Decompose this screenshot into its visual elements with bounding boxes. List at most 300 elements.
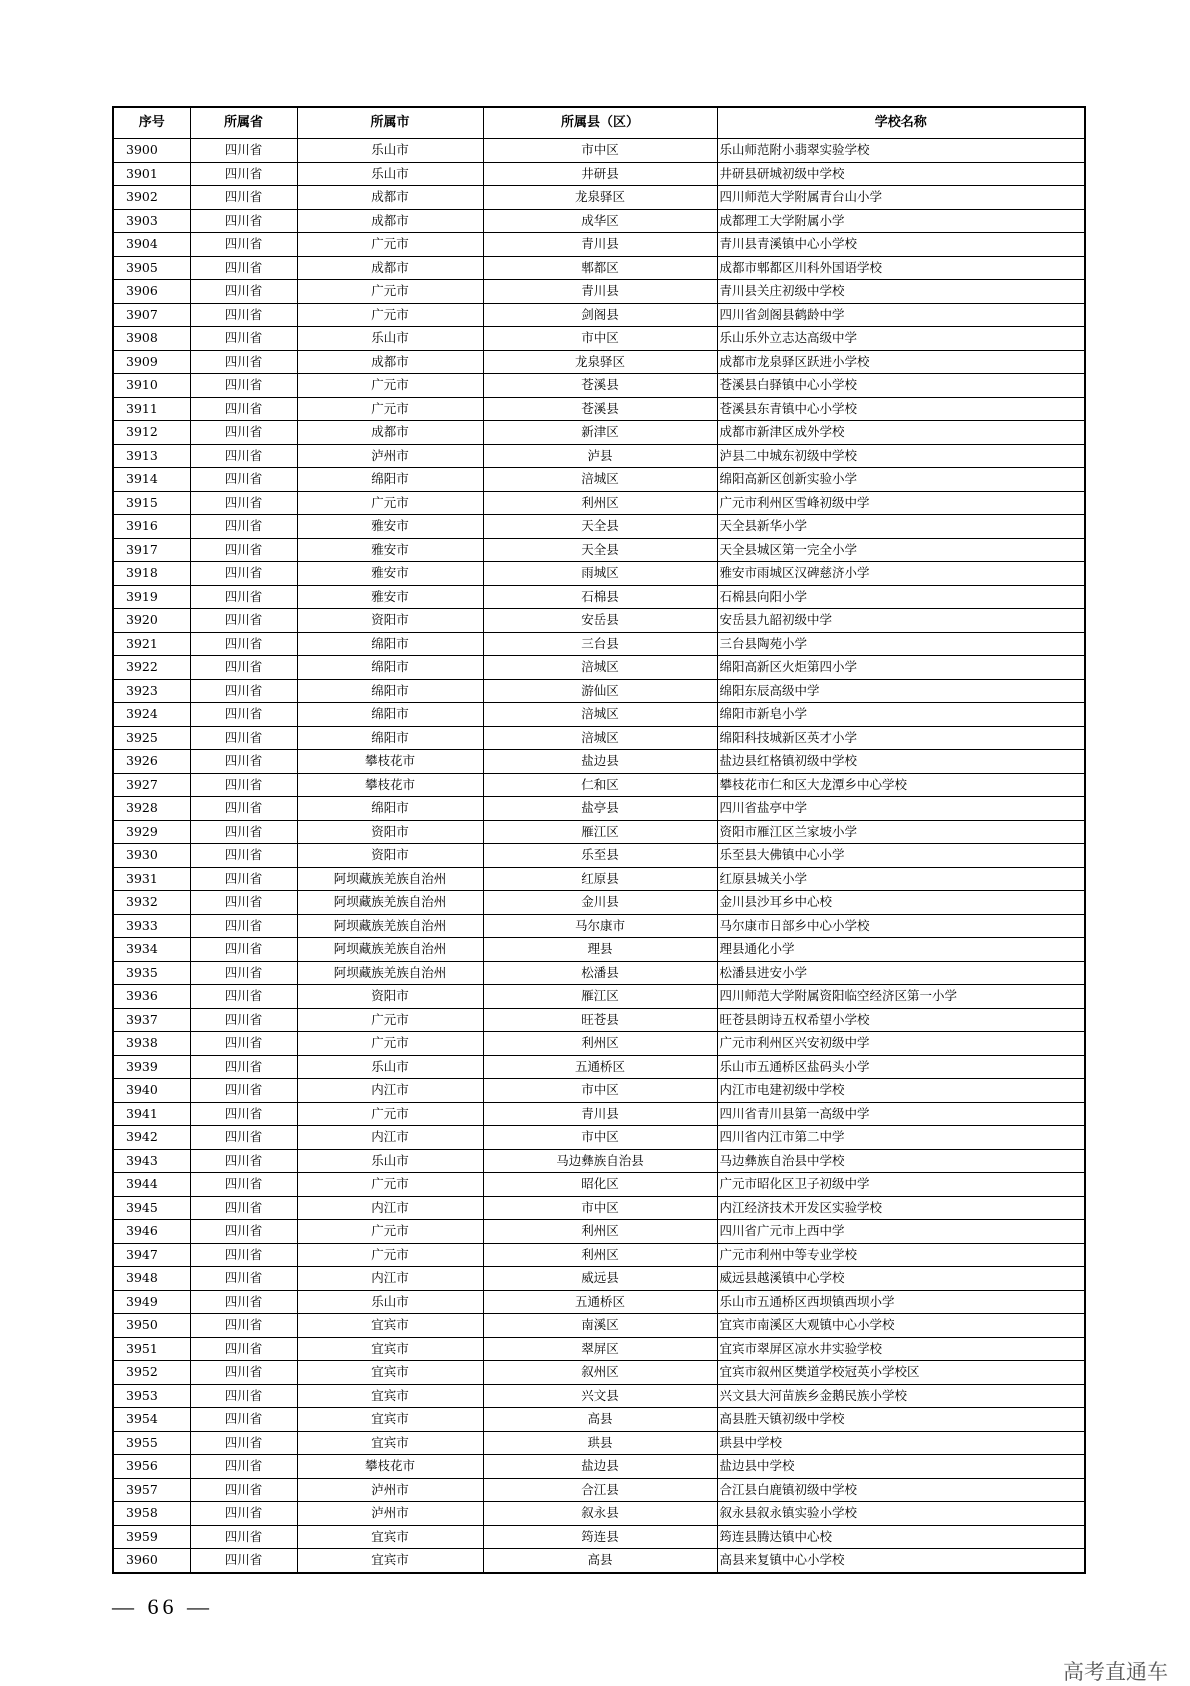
cell-city: 广元市 bbox=[297, 233, 483, 257]
cell-school-name: 绵阳东辰高级中学 bbox=[717, 679, 1085, 703]
cell-city: 攀枝花市 bbox=[297, 1455, 483, 1479]
cell-serial-number: 3908 bbox=[113, 327, 190, 351]
cell-county: 合江县 bbox=[483, 1478, 717, 1502]
cell-county: 高县 bbox=[483, 1408, 717, 1432]
table-row bbox=[113, 186, 1085, 210]
cell-serial-number: 3905 bbox=[113, 256, 190, 280]
cell-county: 乐至县 bbox=[483, 844, 717, 868]
cell-serial-number: 3947 bbox=[113, 1243, 190, 1267]
cell-school-name: 金川县沙耳乡中心校 bbox=[717, 891, 1085, 915]
cell-province: 四川省 bbox=[190, 1502, 297, 1526]
cell-school-name: 乐山师范附小翡翠实验学校 bbox=[717, 139, 1085, 163]
cell-school-name: 成都市新津区成外学校 bbox=[717, 421, 1085, 445]
cell-county: 昭化区 bbox=[483, 1173, 717, 1197]
cell-province: 四川省 bbox=[190, 609, 297, 633]
cell-city: 宜宾市 bbox=[297, 1314, 483, 1338]
cell-serial-number: 3921 bbox=[113, 632, 190, 656]
cell-province: 四川省 bbox=[190, 1079, 297, 1103]
table-row bbox=[113, 538, 1085, 562]
cell-city: 宜宾市 bbox=[297, 1549, 483, 1573]
cell-county: 筠连县 bbox=[483, 1525, 717, 1549]
cell-province: 四川省 bbox=[190, 444, 297, 468]
table-row bbox=[113, 374, 1085, 398]
cell-county: 苍溪县 bbox=[483, 397, 717, 421]
cell-serial-number: 3909 bbox=[113, 350, 190, 374]
cell-county: 天全县 bbox=[483, 515, 717, 539]
cell-city: 乐山市 bbox=[297, 327, 483, 351]
cell-province: 四川省 bbox=[190, 679, 297, 703]
cell-school-name: 盐边县中学校 bbox=[717, 1455, 1085, 1479]
table-row bbox=[113, 1314, 1085, 1338]
cell-serial-number: 3949 bbox=[113, 1290, 190, 1314]
cell-serial-number: 3922 bbox=[113, 656, 190, 680]
cell-serial-number: 3901 bbox=[113, 162, 190, 186]
cell-county: 苍溪县 bbox=[483, 374, 717, 398]
cell-province: 四川省 bbox=[190, 1220, 297, 1244]
cell-serial-number: 3936 bbox=[113, 985, 190, 1009]
header-province: 所属省 bbox=[190, 107, 297, 139]
cell-serial-number: 3913 bbox=[113, 444, 190, 468]
cell-city: 广元市 bbox=[297, 303, 483, 327]
cell-city: 宜宾市 bbox=[297, 1408, 483, 1432]
cell-school-name: 兴文县大河苗族乡金鹅民族小学校 bbox=[717, 1384, 1085, 1408]
cell-county: 剑阁县 bbox=[483, 303, 717, 327]
cell-city: 广元市 bbox=[297, 280, 483, 304]
cell-province: 四川省 bbox=[190, 1055, 297, 1079]
table-row bbox=[113, 985, 1085, 1009]
cell-city: 乐山市 bbox=[297, 1055, 483, 1079]
cell-county: 石棉县 bbox=[483, 585, 717, 609]
cell-school-name: 绵阳高新区火炬第四小学 bbox=[717, 656, 1085, 680]
cell-school-name: 理县通化小学 bbox=[717, 938, 1085, 962]
cell-province: 四川省 bbox=[190, 1478, 297, 1502]
cell-city: 绵阳市 bbox=[297, 797, 483, 821]
cell-province: 四川省 bbox=[190, 1525, 297, 1549]
cell-city: 成都市 bbox=[297, 350, 483, 374]
cell-county: 市中区 bbox=[483, 1196, 717, 1220]
cell-province: 四川省 bbox=[190, 726, 297, 750]
cell-city: 绵阳市 bbox=[297, 726, 483, 750]
cell-province: 四川省 bbox=[190, 1431, 297, 1455]
cell-county: 利州区 bbox=[483, 1220, 717, 1244]
table-row bbox=[113, 515, 1085, 539]
cell-province: 四川省 bbox=[190, 985, 297, 1009]
cell-school-name: 四川师范大学附属青台山小学 bbox=[717, 186, 1085, 210]
cell-county: 珙县 bbox=[483, 1431, 717, 1455]
cell-serial-number: 3937 bbox=[113, 1008, 190, 1032]
cell-serial-number: 3939 bbox=[113, 1055, 190, 1079]
cell-school-name: 绵阳市新皂小学 bbox=[717, 703, 1085, 727]
cell-county: 南溪区 bbox=[483, 1314, 717, 1338]
cell-school-name: 石棉县向阳小学 bbox=[717, 585, 1085, 609]
cell-province: 四川省 bbox=[190, 656, 297, 680]
cell-serial-number: 3903 bbox=[113, 209, 190, 233]
cell-province: 四川省 bbox=[190, 421, 297, 445]
cell-province: 四川省 bbox=[190, 538, 297, 562]
header-serial-number: 序号 bbox=[113, 107, 190, 139]
table-row bbox=[113, 327, 1085, 351]
header-school-name: 学校名称 bbox=[717, 107, 1085, 139]
cell-province: 四川省 bbox=[190, 209, 297, 233]
cell-serial-number: 3952 bbox=[113, 1361, 190, 1385]
cell-province: 四川省 bbox=[190, 280, 297, 304]
cell-school-name: 珙县中学校 bbox=[717, 1431, 1085, 1455]
table-row bbox=[113, 1149, 1085, 1173]
cell-serial-number: 3929 bbox=[113, 820, 190, 844]
table-row bbox=[113, 632, 1085, 656]
cell-county: 威远县 bbox=[483, 1267, 717, 1291]
cell-city: 资阳市 bbox=[297, 820, 483, 844]
cell-city: 绵阳市 bbox=[297, 679, 483, 703]
table-row bbox=[113, 938, 1085, 962]
cell-county: 三台县 bbox=[483, 632, 717, 656]
table-row bbox=[113, 280, 1085, 304]
table-row bbox=[113, 609, 1085, 633]
cell-county: 翠屏区 bbox=[483, 1337, 717, 1361]
cell-county: 利州区 bbox=[483, 491, 717, 515]
table-row bbox=[113, 397, 1085, 421]
cell-school-name: 筠连县腾达镇中心校 bbox=[717, 1525, 1085, 1549]
cell-city: 泸州市 bbox=[297, 1502, 483, 1526]
cell-province: 四川省 bbox=[190, 867, 297, 891]
table-row bbox=[113, 491, 1085, 515]
table-row bbox=[113, 1384, 1085, 1408]
cell-serial-number: 3906 bbox=[113, 280, 190, 304]
table-row bbox=[113, 773, 1085, 797]
cell-school-name: 乐山市五通桥区西坝镇西坝小学 bbox=[717, 1290, 1085, 1314]
cell-city: 广元市 bbox=[297, 1220, 483, 1244]
table-row bbox=[113, 1408, 1085, 1432]
cell-province: 四川省 bbox=[190, 1196, 297, 1220]
cell-county: 天全县 bbox=[483, 538, 717, 562]
cell-city: 泸州市 bbox=[297, 444, 483, 468]
table-row bbox=[113, 1267, 1085, 1291]
cell-city: 成都市 bbox=[297, 186, 483, 210]
cell-school-name: 广元市利州中等专业学校 bbox=[717, 1243, 1085, 1267]
cell-city: 成都市 bbox=[297, 256, 483, 280]
cell-city: 内江市 bbox=[297, 1079, 483, 1103]
cell-city: 乐山市 bbox=[297, 1149, 483, 1173]
cell-city: 雅安市 bbox=[297, 515, 483, 539]
table-row bbox=[113, 1361, 1085, 1385]
cell-province: 四川省 bbox=[190, 1361, 297, 1385]
cell-province: 四川省 bbox=[190, 1267, 297, 1291]
cell-city: 广元市 bbox=[297, 1008, 483, 1032]
cell-school-name: 苍溪县东青镇中心小学校 bbox=[717, 397, 1085, 421]
cell-province: 四川省 bbox=[190, 397, 297, 421]
cell-school-name: 苍溪县白驿镇中心小学校 bbox=[717, 374, 1085, 398]
table-row bbox=[113, 1455, 1085, 1479]
cell-school-name: 广元市利州区雪峰初级中学 bbox=[717, 491, 1085, 515]
cell-serial-number: 3948 bbox=[113, 1267, 190, 1291]
cell-province: 四川省 bbox=[190, 1243, 297, 1267]
table-row bbox=[113, 1478, 1085, 1502]
cell-serial-number: 3928 bbox=[113, 797, 190, 821]
cell-serial-number: 3956 bbox=[113, 1455, 190, 1479]
cell-province: 四川省 bbox=[190, 1149, 297, 1173]
cell-school-name: 乐山市五通桥区盐码头小学 bbox=[717, 1055, 1085, 1079]
cell-school-name: 宜宾市叙州区樊道学校冠英小学校区 bbox=[717, 1361, 1085, 1385]
cell-city: 绵阳市 bbox=[297, 632, 483, 656]
cell-county: 市中区 bbox=[483, 139, 717, 163]
cell-school-name: 成都理工大学附属小学 bbox=[717, 209, 1085, 233]
cell-serial-number: 3954 bbox=[113, 1408, 190, 1432]
cell-serial-number: 3917 bbox=[113, 538, 190, 562]
cell-province: 四川省 bbox=[190, 1337, 297, 1361]
cell-county: 青川县 bbox=[483, 1102, 717, 1126]
cell-school-name: 攀枝花市仁和区大龙潭乡中心学校 bbox=[717, 773, 1085, 797]
cell-serial-number: 3950 bbox=[113, 1314, 190, 1338]
cell-province: 四川省 bbox=[190, 374, 297, 398]
table-row bbox=[113, 139, 1085, 163]
cell-province: 四川省 bbox=[190, 491, 297, 515]
table-row bbox=[113, 444, 1085, 468]
cell-province: 四川省 bbox=[190, 797, 297, 821]
cell-city: 阿坝藏族羌族自治州 bbox=[297, 961, 483, 985]
table-row bbox=[113, 350, 1085, 374]
cell-serial-number: 3930 bbox=[113, 844, 190, 868]
cell-serial-number: 3945 bbox=[113, 1196, 190, 1220]
table-row bbox=[113, 162, 1085, 186]
cell-county: 青川县 bbox=[483, 233, 717, 257]
table-row bbox=[113, 820, 1085, 844]
cell-county: 利州区 bbox=[483, 1243, 717, 1267]
cell-province: 四川省 bbox=[190, 703, 297, 727]
cell-serial-number: 3907 bbox=[113, 303, 190, 327]
table-row bbox=[113, 679, 1085, 703]
cell-province: 四川省 bbox=[190, 1314, 297, 1338]
cell-province: 四川省 bbox=[190, 1102, 297, 1126]
cell-city: 乐山市 bbox=[297, 162, 483, 186]
table-row bbox=[113, 1549, 1085, 1573]
cell-school-name: 宜宾市翠屏区凉水井实验学校 bbox=[717, 1337, 1085, 1361]
cell-school-name: 成都市郫都区川科外国语学校 bbox=[717, 256, 1085, 280]
cell-serial-number: 3919 bbox=[113, 585, 190, 609]
cell-serial-number: 3941 bbox=[113, 1102, 190, 1126]
cell-serial-number: 3957 bbox=[113, 1478, 190, 1502]
cell-serial-number: 3935 bbox=[113, 961, 190, 985]
cell-city: 阿坝藏族羌族自治州 bbox=[297, 938, 483, 962]
table-row bbox=[113, 256, 1085, 280]
cell-city: 乐山市 bbox=[297, 1290, 483, 1314]
cell-county: 高县 bbox=[483, 1549, 717, 1573]
cell-school-name: 松潘县进安小学 bbox=[717, 961, 1085, 985]
cell-province: 四川省 bbox=[190, 139, 297, 163]
cell-county: 泸县 bbox=[483, 444, 717, 468]
cell-county: 涪城区 bbox=[483, 703, 717, 727]
table-row bbox=[113, 726, 1085, 750]
cell-county: 游仙区 bbox=[483, 679, 717, 703]
table-row bbox=[113, 1008, 1085, 1032]
cell-city: 绵阳市 bbox=[297, 468, 483, 492]
cell-school-name: 红原县城关小学 bbox=[717, 867, 1085, 891]
cell-school-name: 雅安市雨城区汉碑慈济小学 bbox=[717, 562, 1085, 586]
cell-school-name: 高县来复镇中心小学校 bbox=[717, 1549, 1085, 1573]
cell-county: 马尔康市 bbox=[483, 914, 717, 938]
cell-county: 五通桥区 bbox=[483, 1290, 717, 1314]
cell-city: 成都市 bbox=[297, 209, 483, 233]
cell-serial-number: 3938 bbox=[113, 1032, 190, 1056]
cell-serial-number: 3920 bbox=[113, 609, 190, 633]
cell-city: 广元市 bbox=[297, 491, 483, 515]
cell-county: 叙州区 bbox=[483, 1361, 717, 1385]
table-row bbox=[113, 1243, 1085, 1267]
table-row bbox=[113, 1173, 1085, 1197]
cell-province: 四川省 bbox=[190, 327, 297, 351]
cell-serial-number: 3923 bbox=[113, 679, 190, 703]
cell-city: 宜宾市 bbox=[297, 1361, 483, 1385]
cell-school-name: 宜宾市南溪区大观镇中心小学校 bbox=[717, 1314, 1085, 1338]
table-row bbox=[113, 891, 1085, 915]
cell-school-name: 四川省盐亭中学 bbox=[717, 797, 1085, 821]
cell-school-name: 资阳市雁江区兰家坡小学 bbox=[717, 820, 1085, 844]
cell-serial-number: 3944 bbox=[113, 1173, 190, 1197]
cell-school-name: 天全县城区第一完全小学 bbox=[717, 538, 1085, 562]
cell-school-name: 四川师范大学附属资阳临空经济区第一小学 bbox=[717, 985, 1085, 1009]
cell-serial-number: 3943 bbox=[113, 1149, 190, 1173]
cell-serial-number: 3910 bbox=[113, 374, 190, 398]
cell-school-name: 四川省内江市第二中学 bbox=[717, 1126, 1085, 1150]
table-row bbox=[113, 914, 1085, 938]
cell-serial-number: 3953 bbox=[113, 1384, 190, 1408]
cell-province: 四川省 bbox=[190, 233, 297, 257]
cell-county: 利州区 bbox=[483, 1032, 717, 1056]
cell-county: 市中区 bbox=[483, 1126, 717, 1150]
cell-city: 阿坝藏族羌族自治州 bbox=[297, 914, 483, 938]
table-row bbox=[113, 468, 1085, 492]
table-row bbox=[113, 844, 1085, 868]
cell-serial-number: 3951 bbox=[113, 1337, 190, 1361]
cell-city: 广元市 bbox=[297, 374, 483, 398]
cell-county: 金川县 bbox=[483, 891, 717, 915]
cell-county: 龙泉驿区 bbox=[483, 186, 717, 210]
cell-county: 仁和区 bbox=[483, 773, 717, 797]
cell-province: 四川省 bbox=[190, 632, 297, 656]
table-row bbox=[113, 656, 1085, 680]
cell-school-name: 安岳县九韶初级中学 bbox=[717, 609, 1085, 633]
cell-city: 泸州市 bbox=[297, 1478, 483, 1502]
cell-province: 四川省 bbox=[190, 350, 297, 374]
table-row bbox=[113, 562, 1085, 586]
school-list-table bbox=[112, 106, 1086, 1574]
cell-serial-number: 3911 bbox=[113, 397, 190, 421]
cell-school-name: 三台县陶苑小学 bbox=[717, 632, 1085, 656]
table-row bbox=[113, 1055, 1085, 1079]
cell-county: 成华区 bbox=[483, 209, 717, 233]
cell-province: 四川省 bbox=[190, 162, 297, 186]
cell-province: 四川省 bbox=[190, 1173, 297, 1197]
cell-school-name: 盐边县红格镇初级中学校 bbox=[717, 750, 1085, 774]
table-header-row bbox=[113, 107, 1085, 139]
cell-serial-number: 3904 bbox=[113, 233, 190, 257]
cell-school-name: 马边彝族自治县中学校 bbox=[717, 1149, 1085, 1173]
cell-school-name: 广元市昭化区卫子初级中学 bbox=[717, 1173, 1085, 1197]
cell-school-name: 成都市龙泉驿区跃进小学校 bbox=[717, 350, 1085, 374]
table-row bbox=[113, 209, 1085, 233]
table-row bbox=[113, 1196, 1085, 1220]
cell-city: 成都市 bbox=[297, 421, 483, 445]
cell-serial-number: 3926 bbox=[113, 750, 190, 774]
table-row bbox=[113, 1290, 1085, 1314]
cell-province: 四川省 bbox=[190, 773, 297, 797]
cell-serial-number: 3959 bbox=[113, 1525, 190, 1549]
cell-county: 涪城区 bbox=[483, 656, 717, 680]
cell-province: 四川省 bbox=[190, 820, 297, 844]
cell-province: 四川省 bbox=[190, 468, 297, 492]
table-row bbox=[113, 1220, 1085, 1244]
table-row bbox=[113, 1032, 1085, 1056]
cell-county: 盐边县 bbox=[483, 1455, 717, 1479]
table-row bbox=[113, 703, 1085, 727]
cell-serial-number: 3900 bbox=[113, 139, 190, 163]
cell-city: 攀枝花市 bbox=[297, 750, 483, 774]
table-row bbox=[113, 1337, 1085, 1361]
cell-school-name: 绵阳高新区创新实验小学 bbox=[717, 468, 1085, 492]
cell-county: 青川县 bbox=[483, 280, 717, 304]
cell-city: 雅安市 bbox=[297, 562, 483, 586]
cell-city: 广元市 bbox=[297, 1173, 483, 1197]
cell-city: 宜宾市 bbox=[297, 1337, 483, 1361]
table-row bbox=[113, 1126, 1085, 1150]
cell-serial-number: 3955 bbox=[113, 1431, 190, 1455]
cell-county: 旺苍县 bbox=[483, 1008, 717, 1032]
cell-school-name: 四川省广元市上西中学 bbox=[717, 1220, 1085, 1244]
cell-city: 内江市 bbox=[297, 1267, 483, 1291]
cell-school-name: 泸县二中城东初级中学校 bbox=[717, 444, 1085, 468]
cell-serial-number: 3925 bbox=[113, 726, 190, 750]
table-row bbox=[113, 1079, 1085, 1103]
table-row bbox=[113, 585, 1085, 609]
cell-city: 资阳市 bbox=[297, 985, 483, 1009]
cell-county: 市中区 bbox=[483, 1079, 717, 1103]
cell-city: 广元市 bbox=[297, 1243, 483, 1267]
cell-school-name: 绵阳科技城新区英才小学 bbox=[717, 726, 1085, 750]
cell-province: 四川省 bbox=[190, 1290, 297, 1314]
cell-province: 四川省 bbox=[190, 515, 297, 539]
cell-serial-number: 3927 bbox=[113, 773, 190, 797]
cell-city: 内江市 bbox=[297, 1126, 483, 1150]
cell-serial-number: 3918 bbox=[113, 562, 190, 586]
cell-serial-number: 3934 bbox=[113, 938, 190, 962]
cell-county: 雨城区 bbox=[483, 562, 717, 586]
cell-serial-number: 3946 bbox=[113, 1220, 190, 1244]
cell-county: 红原县 bbox=[483, 867, 717, 891]
header-county: 所属县（区） bbox=[483, 107, 717, 139]
page-number: — 66 — bbox=[112, 1594, 213, 1619]
cell-county: 马边彝族自治县 bbox=[483, 1149, 717, 1173]
cell-county: 井研县 bbox=[483, 162, 717, 186]
cell-province: 四川省 bbox=[190, 891, 297, 915]
cell-school-name: 威远县越溪镇中心学校 bbox=[717, 1267, 1085, 1291]
cell-serial-number: 3916 bbox=[113, 515, 190, 539]
cell-county: 盐亭县 bbox=[483, 797, 717, 821]
cell-serial-number: 3914 bbox=[113, 468, 190, 492]
table-row bbox=[113, 1102, 1085, 1126]
cell-serial-number: 3931 bbox=[113, 867, 190, 891]
cell-city: 阿坝藏族羌族自治州 bbox=[297, 867, 483, 891]
cell-serial-number: 3912 bbox=[113, 421, 190, 445]
cell-serial-number: 3924 bbox=[113, 703, 190, 727]
table-row bbox=[113, 797, 1085, 821]
cell-county: 兴文县 bbox=[483, 1384, 717, 1408]
cell-school-name: 四川省青川县第一高级中学 bbox=[717, 1102, 1085, 1126]
cell-province: 四川省 bbox=[190, 186, 297, 210]
cell-city: 宜宾市 bbox=[297, 1384, 483, 1408]
table-row bbox=[113, 750, 1085, 774]
cell-county: 新津区 bbox=[483, 421, 717, 445]
cell-province: 四川省 bbox=[190, 585, 297, 609]
cell-serial-number: 3940 bbox=[113, 1079, 190, 1103]
